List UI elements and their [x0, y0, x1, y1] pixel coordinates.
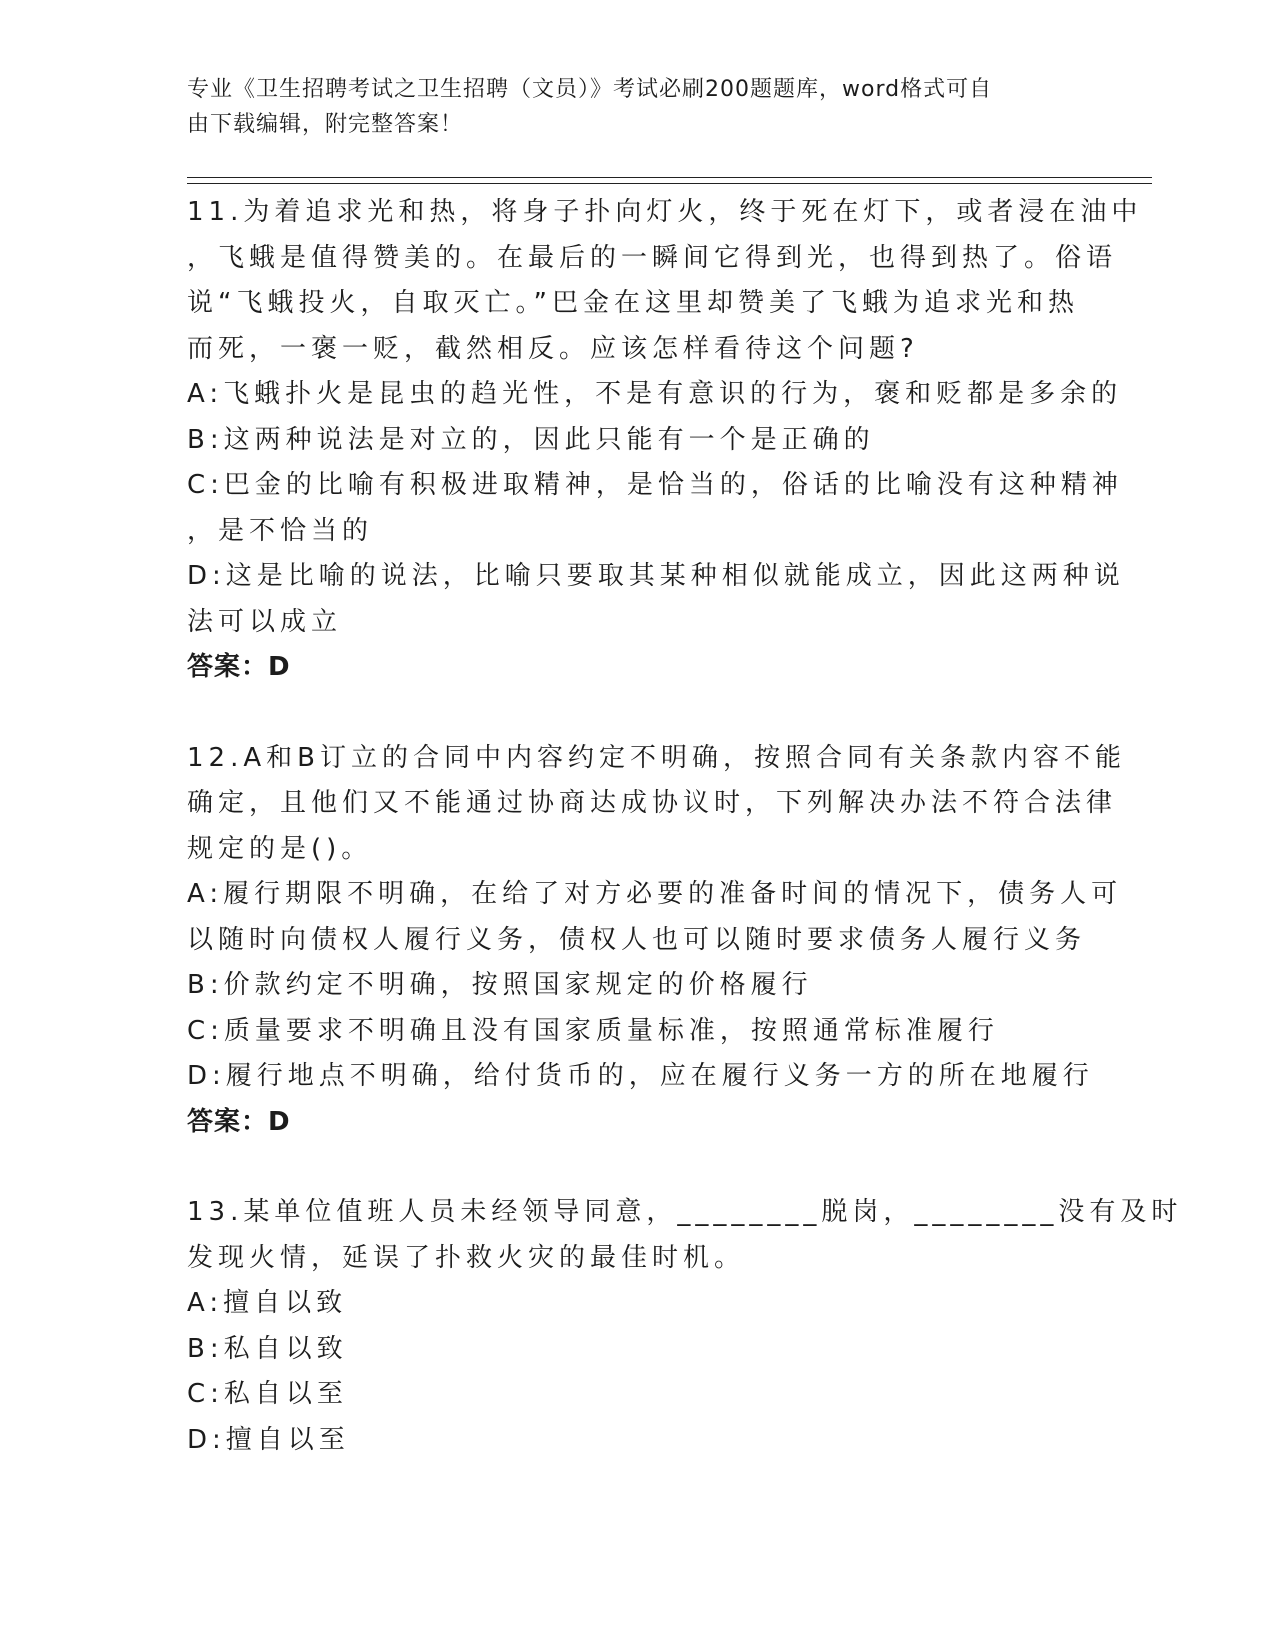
option-a: A:飞蛾扑火是昆虫的趋光性，不是有意识的行为，褒和贬都是多余的 — [187, 379, 1123, 409]
option-d: D:这是比喻的说法，比喻只要取其某种相似就能成立，因此这两种说 — [187, 561, 1125, 591]
question-text: 规定的是()。 — [187, 833, 373, 864]
option-a: A:擅自以致 — [187, 1288, 348, 1318]
option-b: B:私自以致 — [187, 1333, 348, 1364]
answer-label: 答案：D — [187, 1106, 291, 1137]
question-text: 说“飞蛾投火，自取灭亡。”巴金在这里却赞美了飞蛾为追求光和热 — [187, 288, 1079, 318]
header-divider-top — [187, 177, 1152, 178]
header-line: 专业《卫生招聘考试之卫生招聘（文员）》考试必刷200题题库，word格式可自 — [187, 77, 993, 102]
question-text: 12.A和B订立的合同中内容约定不明确，按照合同有关条款内容不能 — [187, 742, 1126, 773]
document-header — [187, 72, 1067, 142]
question-text: 11.为着追求光和热，将身子扑向灯火，终于死在灯下，或者浸在油中 — [187, 197, 1143, 227]
question-list — [187, 190, 1183, 1463]
answer-label: 答案：D — [187, 652, 291, 682]
question-text: ，飞蛾是值得赞美的。在最后的一瞬间它得到光，也得到热了。俗语 — [187, 242, 1118, 273]
option-d: D:擅自以至 — [187, 1424, 350, 1455]
header-divider-bottom — [187, 183, 1152, 184]
option-d: 法可以成立 — [187, 606, 343, 637]
header-line: 由下载编辑，附完整答案！ — [187, 112, 464, 137]
option-c: C:质量要求不明确且没有国家质量标准，按照通常标准履行 — [187, 1015, 999, 1046]
question-11 — [187, 190, 1143, 691]
question-12 — [187, 736, 1126, 1146]
option-c: C:私自以至 — [187, 1379, 348, 1409]
option-b: B:价款约定不明确，按照国家规定的价格履行 — [187, 970, 813, 1000]
option-a: 以随时向债权人履行义务，债权人也可以随时要求债务人履行义务 — [187, 924, 1087, 955]
option-b: B:这两种说法是对立的，因此只能有一个是正确的 — [187, 424, 875, 455]
question-text: 发现火情，延误了扑救火灾的最佳时机。 — [187, 1242, 746, 1273]
question-13 — [187, 1190, 1183, 1463]
question-text: 而死，一褒一贬，截然相反。应该怎样看待这个问题? — [187, 333, 919, 364]
option-a: A:履行期限不明确，在给了对方必要的准备时间的情况下，债务人可 — [187, 879, 1123, 909]
option-c: C:巴金的比喻有积极进取精神，是恰当的，俗话的比喻没有这种精神 — [187, 470, 1123, 500]
question-text: 确定，且他们又不能通过协商达成协议时，下列解决办法不符合法律 — [187, 788, 1118, 818]
option-c: ，是不恰当的 — [187, 515, 374, 546]
question-text: 13.某单位值班人员未经领导同意，________脱岗，________没有及时 — [187, 1197, 1183, 1227]
option-d: D:履行地点不明确，给付货币的，应在履行义务一方的所在地履行 — [187, 1061, 1094, 1091]
